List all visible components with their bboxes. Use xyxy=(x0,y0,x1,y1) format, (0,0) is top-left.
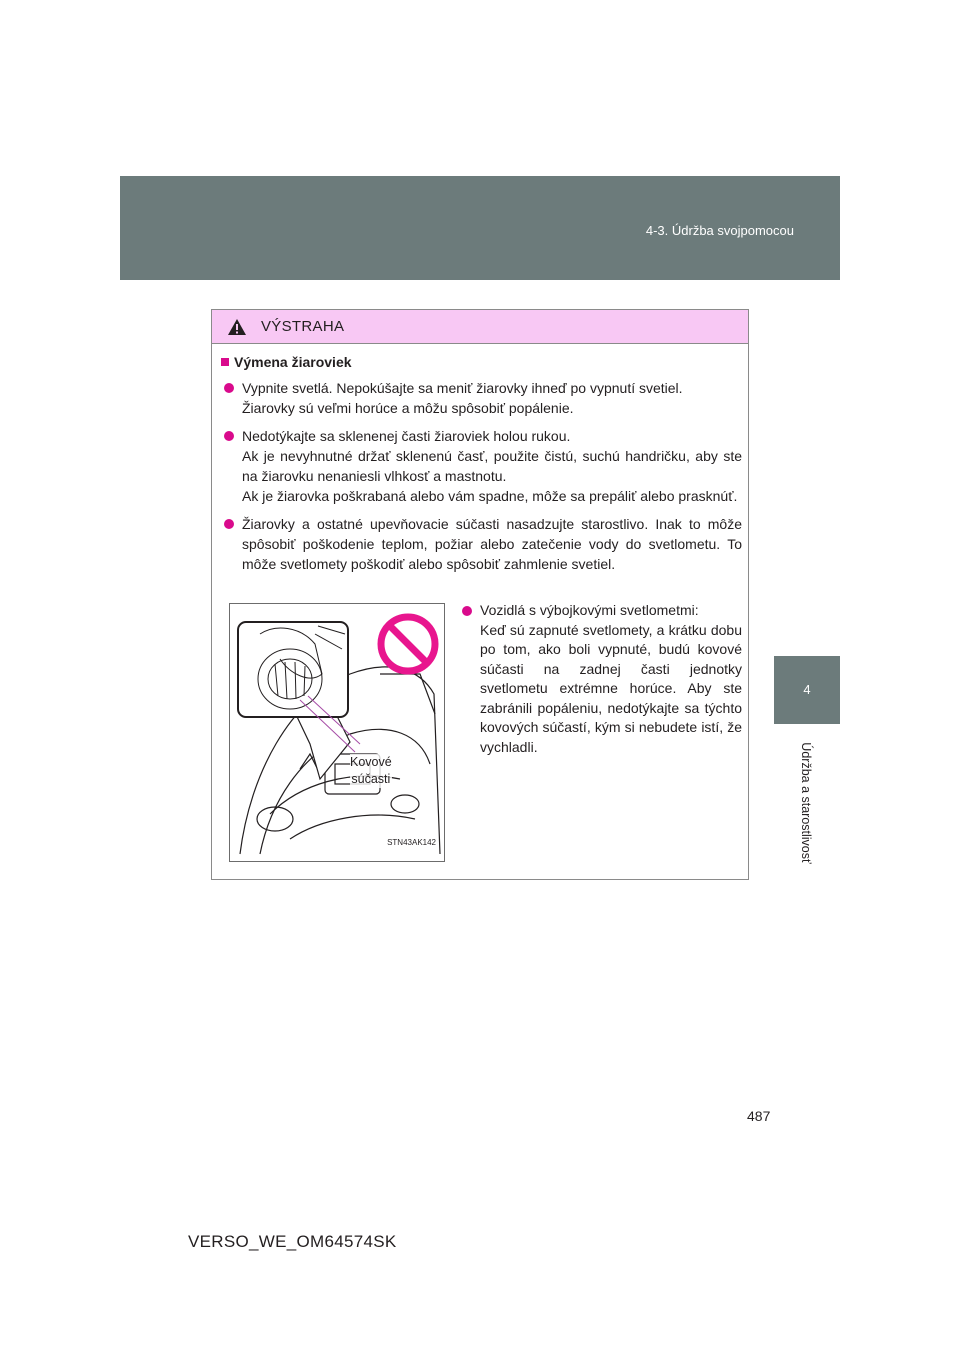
round-bullet-icon xyxy=(224,431,234,441)
engine-bay-drawing xyxy=(230,604,444,861)
round-bullet-icon xyxy=(224,383,234,393)
figure-code: STN43AK142 xyxy=(387,838,436,847)
bullet-line: Keď sú zapnuté svetlomety, a krátku dobu po tom, ako boli vypnuté, budú kovové súčasti na zadnej časti jednotky svetlometu extrémne horúce. Aby ste zabránili popáleniu, nedotýkajte sa týchto kovových súčastí, kým si nebudete istí, že vychladli. xyxy=(480,621,742,755)
bullet-line: Nedotýkajte sa sklenenej časti žiaroviek holou rukou. xyxy=(242,428,571,444)
section-heading xyxy=(221,354,352,370)
chapter-tab-label xyxy=(786,728,826,878)
bullet-line: Ak je nevyhnutné držať sklenenú časť, použite čistú, suchú handričku, aby ste na žiarovku nenaniesli vlhkosť a mastnotu. xyxy=(242,448,742,484)
warning-header xyxy=(212,310,748,344)
round-bullet-icon xyxy=(462,606,472,616)
figure-callout-line: Kovové xyxy=(350,755,392,769)
bullet-item xyxy=(462,601,742,757)
headlight-illustration xyxy=(229,603,445,862)
warning-title: VÝSTRAHA xyxy=(261,318,345,335)
section-title-header: 4-3. Údržba svojpomocou xyxy=(645,223,794,238)
figure-callout xyxy=(350,754,392,788)
figure-callout-line: súčasti xyxy=(351,772,391,786)
footer-document-code: VERSO_WE_OM64574SK xyxy=(188,1232,397,1251)
warning-triangle-icon xyxy=(227,318,247,336)
square-bullet-icon xyxy=(221,358,229,366)
round-bullet-icon xyxy=(224,519,234,529)
chapter-tab-number: 4 xyxy=(774,656,840,724)
warning-box xyxy=(211,309,749,880)
header-band xyxy=(120,176,840,280)
warning-bullets xyxy=(224,378,742,582)
bullet-line: Ak je žiarovka poškrabaná alebo vám spadne, môže sa prepáliť alebo prasknúť. xyxy=(242,488,738,504)
section-heading-text: Výmena žiaroviek xyxy=(234,354,352,370)
bullet-line: Žiarovky sú veľmi horúce a môžu spôsobiť popálenie. xyxy=(242,400,574,416)
bullet-item xyxy=(224,378,742,418)
side-bullet-block xyxy=(462,601,742,765)
bullet-line: Žiarovky a ostatné upevňovacie súčasti nasadzujte starostlivo. Inak to môže spôsobiť poškodenie teplom, požiar alebo zatečenie vody do svetlometu. To môže svetlomety poškodiť alebo spôsobiť zahmlenie svetiel. xyxy=(242,516,742,572)
bullet-line: Vypnite svetlá. Nepokúšajte sa meniť žiarovky ihneď po vypnutí svetiel. xyxy=(242,380,683,396)
bullet-line: Vozidlá s výbojkovými svetlometmi: xyxy=(480,602,699,618)
bullet-item xyxy=(224,514,742,574)
page-number: 487 xyxy=(747,1108,771,1124)
chapter-tab-label-text: Údržba a starostlivosť xyxy=(799,742,813,864)
bullet-item xyxy=(224,426,742,506)
